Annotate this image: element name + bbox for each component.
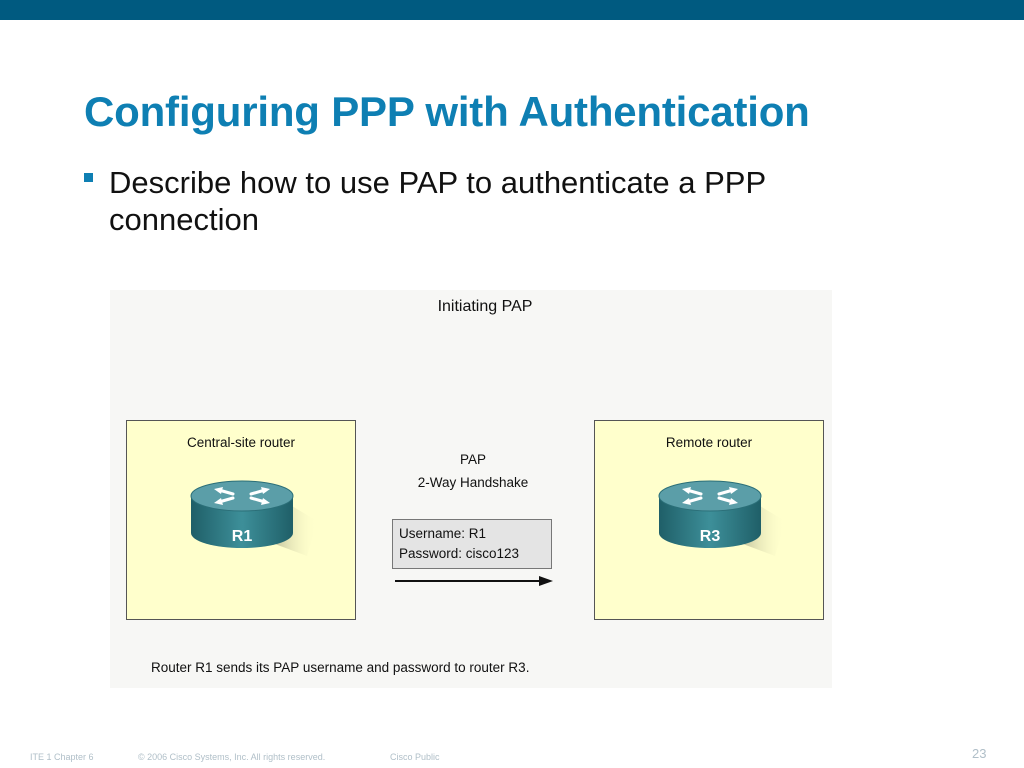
protocol-label: PAP [459, 452, 486, 467]
footer-classification: Cisco Public [390, 752, 440, 762]
diagram-title: Initiating PAP [437, 298, 533, 315]
r3-router-name: R3 [699, 528, 721, 545]
router-icon [167, 461, 317, 561]
r1-router-name: R1 [231, 528, 253, 545]
credentials-box [392, 519, 552, 569]
bullet-text: Describe how to use PAP to authenticate a PPP connection [109, 165, 766, 237]
footer-course: ITE 1 Chapter 6 [30, 752, 94, 762]
header-bar [0, 0, 1024, 20]
central-site-router-box [126, 420, 356, 620]
handshake-label-group [380, 448, 566, 494]
router-icon [635, 461, 785, 561]
username-line: Username: R1 [399, 526, 487, 541]
square-bullet-icon [84, 173, 93, 182]
slide-title: Configuring PPP with Authentication [84, 88, 810, 135]
pap-diagram [110, 290, 832, 688]
remote-router-label: Remote router [665, 435, 753, 450]
diagram-caption: Router R1 sends its PAP username and password to router R3. [151, 660, 530, 675]
remote-router-box [594, 420, 824, 620]
right-arrow-icon [393, 574, 555, 588]
page-number: 23 [972, 746, 987, 761]
central-site-router-label: Central-site router [186, 435, 296, 450]
password-line: Password: cisco123 [399, 546, 520, 561]
handshake-label: 2-Way Handshake [417, 475, 529, 490]
footer-copyright: © 2006 Cisco Systems, Inc. All rights reserved. [138, 752, 326, 762]
